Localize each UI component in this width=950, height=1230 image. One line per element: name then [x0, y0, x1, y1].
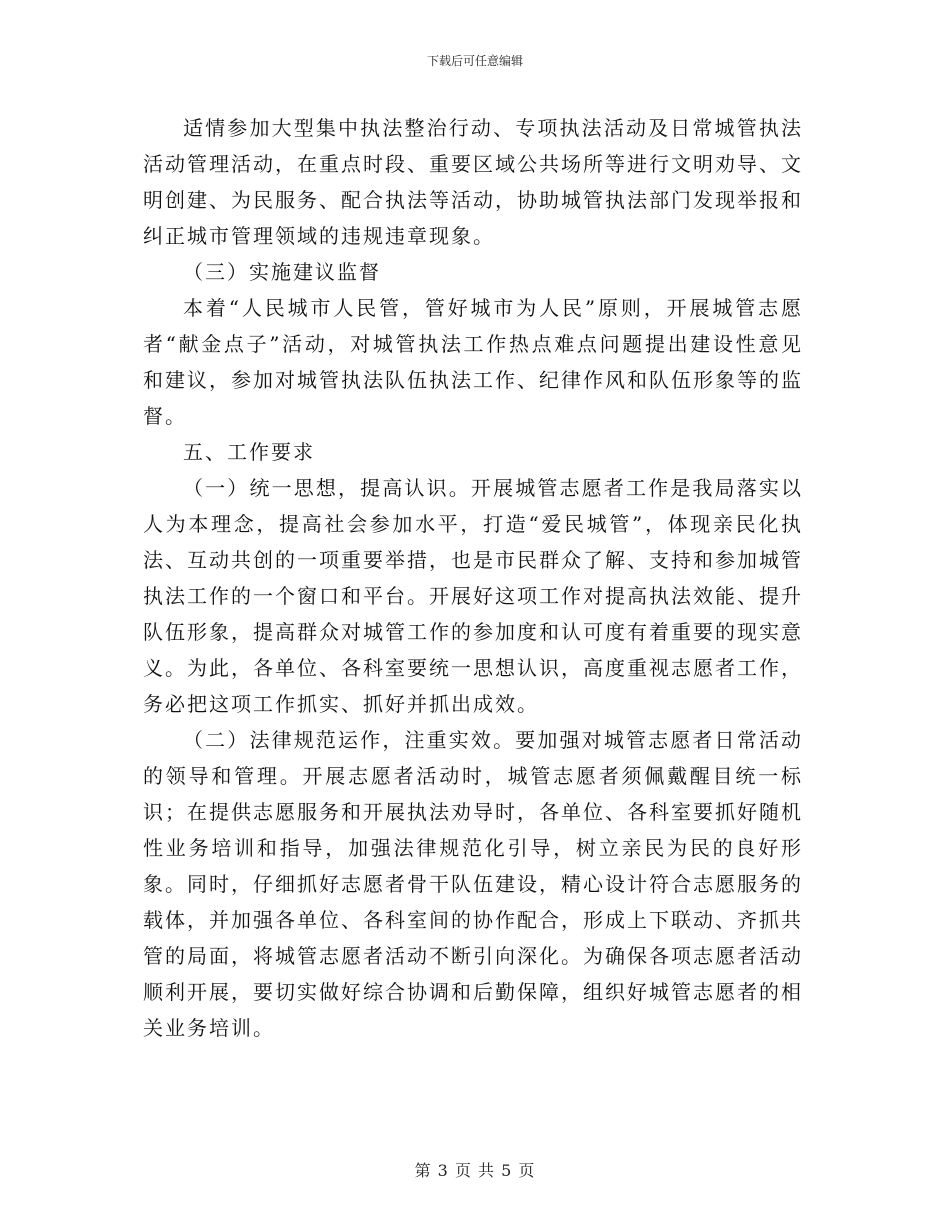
section-heading-supervision: （三）实施建议监督 [183, 260, 381, 284]
paragraph-activities: 适情参加大型集中执法整治行动、专项执法活动及日常城管执法活动管理活动，在重点时段、重要区域公共场所等进行文明劝导、文明创建、为民服务、配合执法等活动，协助城管执法部门发现举报和纠正城市管理领域的违规违章现象。 [143, 116, 803, 248]
page-header-note: 下载后可任意编辑 [426, 54, 523, 68]
document-body [143, 110, 803, 1046]
paragraph-legal-operation: （二）法律规范运作，注重实效。要加强对城管志愿者日常活动的领导和管理。开展志愿者活动时，城管志愿者须佩戴醒目统一标识；在提供志愿服务和开展执法劝导时，各单位、各科室要抓好随机性业务培训和指导，加强法律规范化引导，树立亲民为民的良好形象。同时，仔细抓好志愿者骨干队伍建设，精心设计符合志愿服务的载体，并加强各单位、各科室间的协作配合，形成上下联动、齐抓共管的局面，将城管志愿者活动不断引向深化。为确保各项志愿者活动顺利开展，要切实做好综合协调和后勤保障，组织好城管志愿者的相关业务培训。 [143, 728, 803, 1040]
section-heading-requirements: 五、工作要求 [183, 440, 315, 464]
paragraph-supervision: 本着“人民城市人民管，管好城市为人民”原则，开展城管志愿者“献金点子”活动，对城管执法工作热点难点问题提出建设性意见和建议，参加对城管执法队伍执法工作、纪律作风和队伍形象等的监督。 [143, 296, 803, 428]
page-number: 第 3 页 共 5 页 [414, 1161, 536, 1180]
paragraph-unify-thinking: （一）统一思想，提高认识。开展城管志愿者工作是我局落实以人为本理念，提高社会参加水平，打造“爱民城管”，体现亲民化执法、互动共创的一项重要举措，也是市民群众了解、支持和参加城管执法工作的一个窗口和平台。开展好这项工作对提高执法效能、提升队伍形象，提高群众对城管工作的参加度和认可度有着重要的现实意义。为此，各单位、各科室要统一思想认识，高度重视志愿者工作，务必把这项工作抓实、抓好并抓出成效。 [143, 476, 803, 716]
